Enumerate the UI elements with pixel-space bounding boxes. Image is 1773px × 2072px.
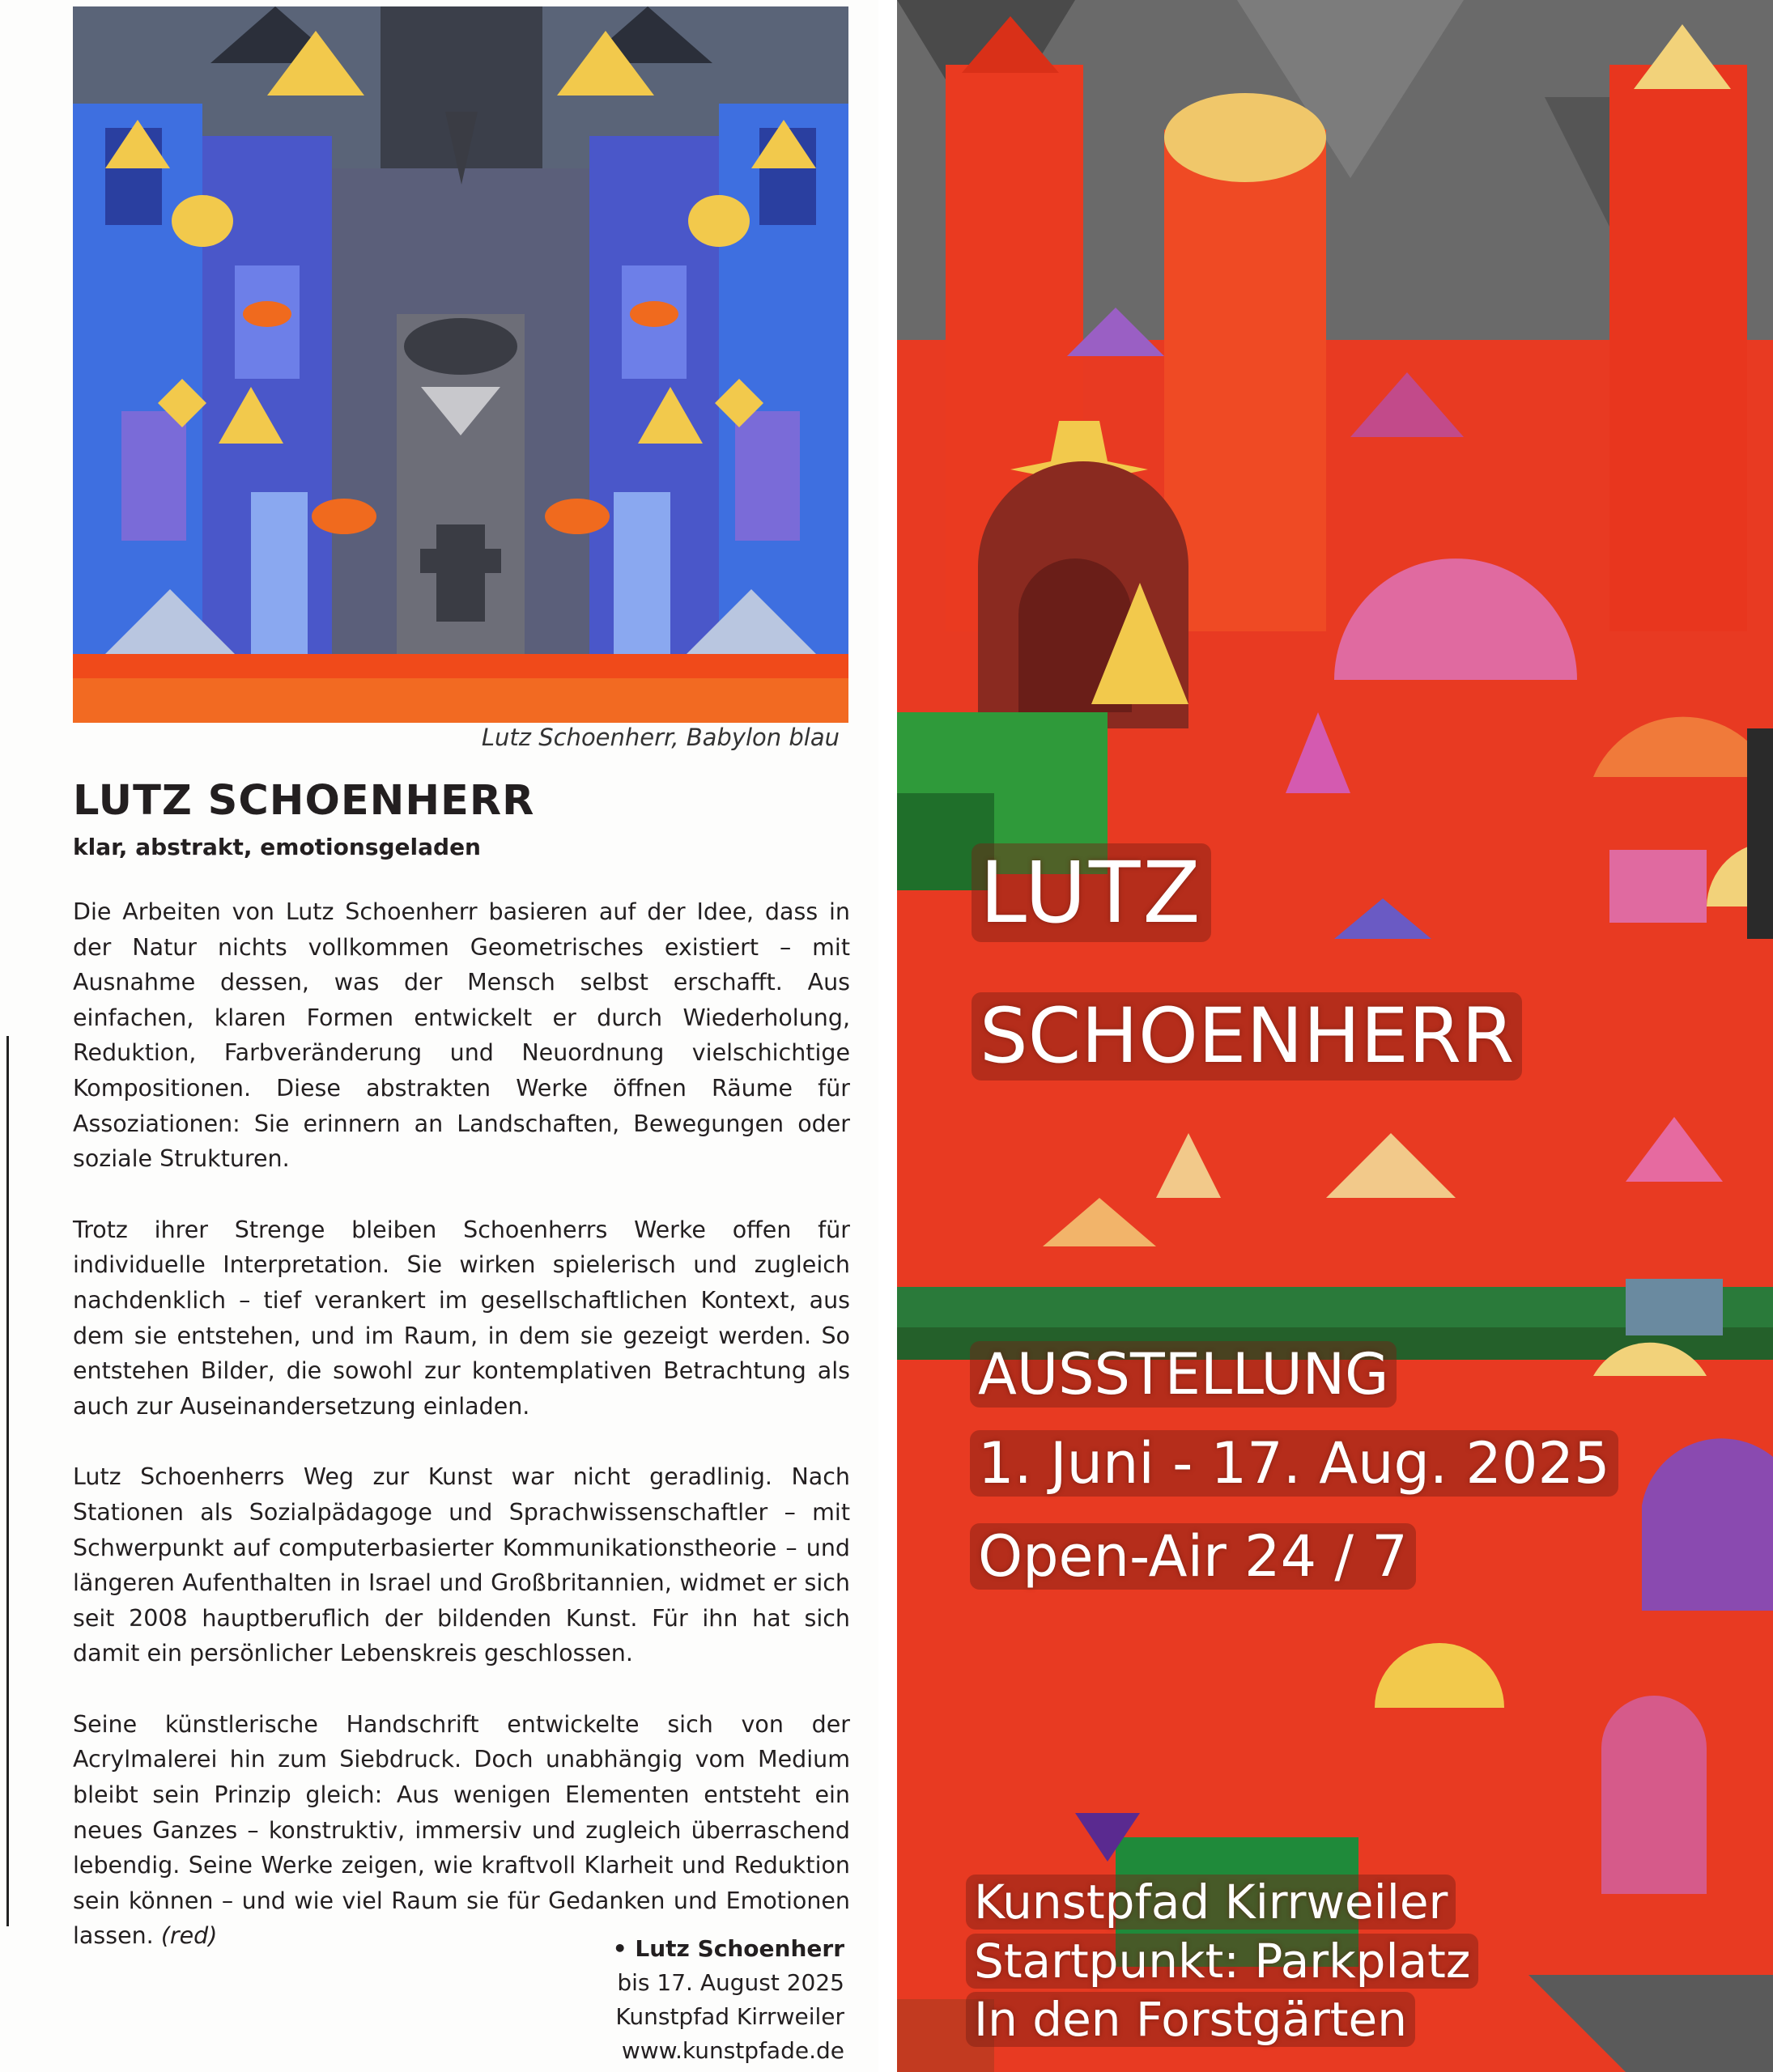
paragraph: Lutz Schoenherrs Weg zur Kunst war nicht geradlinig. Nach Stationen als Sozialpädagoge und Sprachwissenschaftler – mit Schwerpunkt auf computerbasierter Kommunikationstheorie – und längeren Aufenthalten in Israel und Großbritannien, widmet er sich seit 2008 hauptberuflich der bildenden Kunst. Für ihn hat sich damit ein persönlicher Lebenskreis geschlossen. xyxy=(73,1463,850,1667)
article-subtitle: klar, abstrakt, emotionsgeladen xyxy=(73,834,481,860)
artwork-babylon-blau xyxy=(73,6,848,723)
binding-shadow xyxy=(6,1036,9,1926)
poster-dates xyxy=(970,1429,1618,1498)
poster-dates-text: 1. Juni - 17. Aug. 2025 xyxy=(970,1430,1618,1497)
poster-location-line1-text: Kunstpfad Kirrweiler xyxy=(966,1875,1456,1930)
right-page-poster xyxy=(897,0,1773,2072)
poster-location-line2 xyxy=(966,1933,1478,1989)
info-dates: bis 17. August 2025 xyxy=(617,1969,844,1996)
article-body xyxy=(73,894,850,1989)
info-url[interactable]: www.kunstpfade.de xyxy=(621,2037,844,2064)
paragraph xyxy=(73,1707,850,1954)
poster-name-line1 xyxy=(972,843,1211,942)
image-caption: Lutz Schoenherr, Babylon blau xyxy=(481,724,840,751)
left-page xyxy=(0,0,878,2072)
info-place: Kunstpfad Kirrweiler xyxy=(615,2003,844,2030)
poster-exhibition-label xyxy=(970,1340,1397,1409)
paragraph-text: Seine künstlerische Handschrift entwickelte sich von der Acrylmalerei hin zum Siebdruck. Doch unabhängig vom Medium bleibt sein Prinzip gleich: Aus wenigen Elementen entsteht ein neues Ganzes – konstruktiv, immersiv und zugleich überraschend lebendig. Seine Werke zeigen, wie kraftvoll Klarheit und Reduktion sein können – und wie viel Raum sie für Gedanken und Emotionen lassen. xyxy=(73,1710,850,1950)
poster-location-line3 xyxy=(966,1991,1415,2048)
article-title: LUTZ SCHOENHERR xyxy=(73,777,535,825)
poster-exhibition-label-text: AUSSTELLUNG xyxy=(970,1341,1397,1408)
editor-mark: (red) xyxy=(160,1922,218,1950)
poster-name-line1-text: LUTZ xyxy=(972,843,1211,942)
poster-location-line2-text: Startpunkt: Parkplatz xyxy=(966,1934,1478,1989)
poster-name-line2-text: SCHOENHERR xyxy=(972,992,1522,1081)
poster-open-air xyxy=(970,1522,1416,1591)
poster-location-line1 xyxy=(966,1874,1456,1930)
event-info-box xyxy=(613,1932,844,2068)
info-artist-name: • Lutz Schoenherr xyxy=(612,1935,844,1962)
poster-location-line3-text: In den Forstgärten xyxy=(966,1992,1415,2047)
poster-name-line2 xyxy=(972,991,1522,1082)
paragraph: Die Arbeiten von Lutz Schoenherr basieren auf der Idee, dass in der Natur nichts vollkommen Geometrisches existiert – mit Ausnahme dessen, was der Mensch selbst erschafft. Aus einfachen, klaren Formen entwickelt er durch Wiederholung, Reduktion, Farbveränderung und Neuordnung vielschichtige Kompositionen. Diese abstrakten Werke öffnen Räume für Assoziationen: Sie erinnern an Landschaften, Bewegungen oder soziale Strukturen. xyxy=(73,898,850,1173)
paragraph: Trotz ihrer Strenge bleiben Schoenherrs Werke offen für individuelle Interpretation. Sie wirken spielerisch und zugleich nachdenklich – tief verankert im gesellschaftlichen Kontext, aus dem sie entstehen, und im Raum, in dem sie gezeigt werden. So entstehen Bilder, die sowohl zur kontemplativen Betrachtung als auch zur Auseinandersetzung einladen. xyxy=(73,1216,850,1420)
poster-open-air-text: Open-Air 24 / 7 xyxy=(970,1523,1416,1590)
